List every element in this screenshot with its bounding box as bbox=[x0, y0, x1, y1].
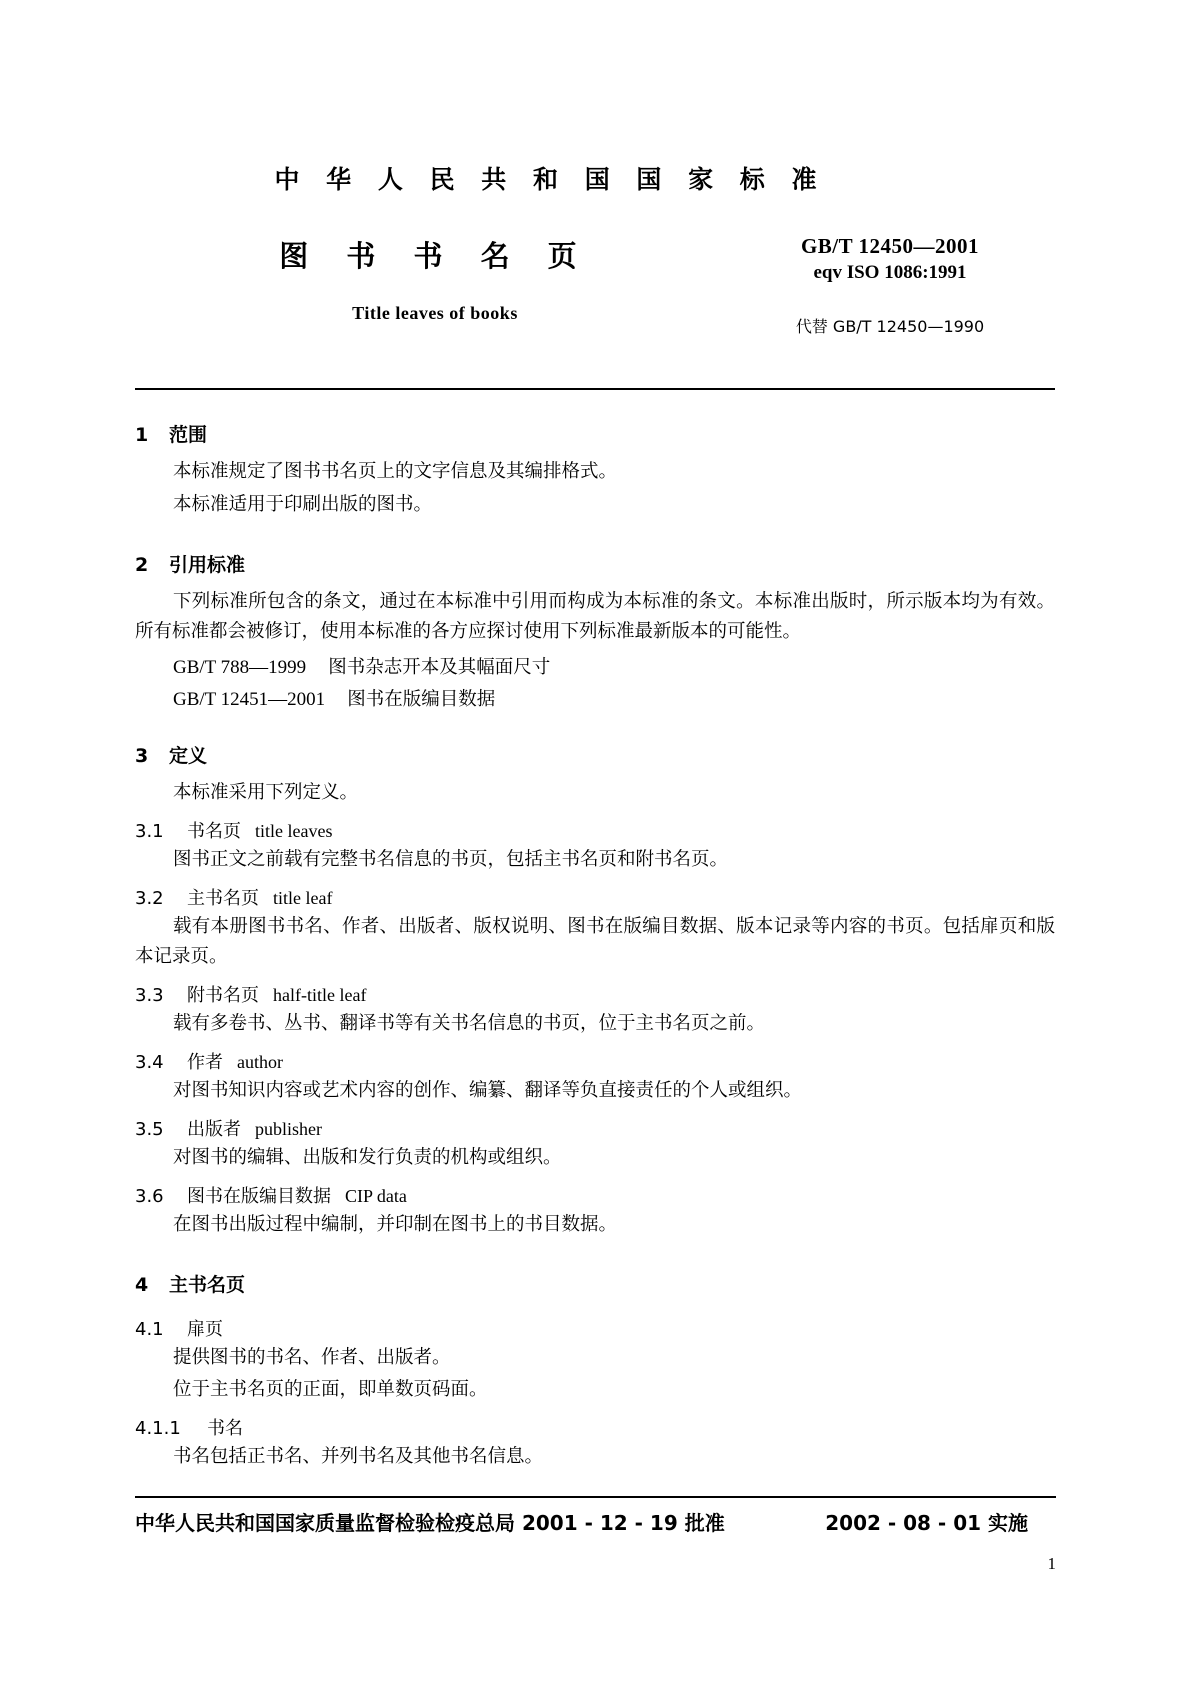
clause-term-en-3-6: CIP data bbox=[345, 1185, 407, 1206]
normative-reference-1 bbox=[173, 653, 1055, 679]
clause-number-3-6: 3.6 bbox=[135, 1185, 164, 1207]
footer-divider bbox=[135, 1496, 1056, 1498]
section-3-paragraph-1: 本标准采用下列定义。 bbox=[173, 781, 359, 803]
standard-equivalence: eqv ISO 1086:1991 bbox=[813, 262, 967, 283]
standard-number: GB/T 12450—2001 bbox=[800, 234, 980, 258]
standard-title-en: Title leaves of books bbox=[352, 303, 518, 323]
reference-code-2: GB/T 12451—2001 bbox=[173, 688, 326, 710]
clause-term-en-3-4: author bbox=[237, 1051, 283, 1072]
clause-body-4-1-line-1: 提供图书的书名、作者、出版者。 bbox=[173, 1346, 451, 1368]
clause-body-3-6: 在图书出版过程中编制，并印制在图书上的书目数据。 bbox=[173, 1213, 618, 1235]
section-title-1: 范围 bbox=[169, 424, 208, 446]
clause-body-3-5: 对图书的编辑、出版和发行负责的机构或组织。 bbox=[173, 1146, 562, 1168]
footer-row bbox=[135, 1507, 1056, 1536]
clause-heading-3-3 bbox=[135, 981, 1055, 1007]
clause-heading-3-5 bbox=[135, 1115, 1055, 1141]
clause-heading-4-1-1 bbox=[135, 1414, 1055, 1440]
section-number-2: 2 bbox=[135, 553, 149, 576]
header-divider bbox=[135, 388, 1055, 390]
section-heading-3 bbox=[135, 741, 1055, 768]
clause-body-3-3: 载有多卷书、丛书、翻译书等有关书名信息的书页，位于主书名页之前。 bbox=[173, 1012, 766, 1034]
section-heading-4 bbox=[135, 1270, 1055, 1297]
clause-term-en-3-5: publisher bbox=[255, 1118, 322, 1139]
clause-number-3-4: 3.4 bbox=[135, 1051, 164, 1073]
national-standard-heading: 中 华 人 民 共 和 国 国 家 标 准 bbox=[274, 165, 826, 194]
section-number-1: 1 bbox=[135, 424, 149, 446]
clause-heading-3-4 bbox=[135, 1048, 1055, 1074]
clause-term-3-2: 主书名页 bbox=[187, 887, 259, 909]
clause-number-4-1-1: 4.1.1 bbox=[135, 1417, 181, 1439]
section-heading-2 bbox=[135, 550, 1055, 577]
clause-term-3-1: 书名页 bbox=[187, 820, 241, 842]
section-1-paragraph-2: 本标准适用于印刷出版的图书。 bbox=[173, 493, 433, 515]
section-number-3: 3 bbox=[135, 744, 149, 767]
clause-body-3-2: 载有本册图书书名、作者、出版者、版权说明、图书在版编目数据、版本记录等内容的书页。包括扉页和版本记录页。 bbox=[135, 915, 1055, 967]
reference-title-2: 图书在版编目数据 bbox=[347, 688, 496, 710]
page-content bbox=[135, 150, 1055, 1472]
clause-body-3-1: 图书正文之前载有完整书名信息的书页，包括主书名页和附书名页。 bbox=[173, 848, 729, 870]
clause-term-4-1-1: 书名 bbox=[207, 1417, 243, 1439]
footer-effective-date: 2002 - 08 - 01 实施 bbox=[825, 1511, 1028, 1535]
section-title-4: 主书名页 bbox=[169, 1273, 246, 1296]
page-footer bbox=[135, 1496, 1056, 1536]
clause-body-4-1-line-2: 位于主书名页的正面，即单数页码面。 bbox=[173, 1378, 488, 1400]
section-title-2: 引用标准 bbox=[169, 553, 246, 576]
standard-code-block bbox=[725, 234, 1055, 337]
section-heading-1 bbox=[135, 420, 1055, 447]
clause-body-3-4: 对图书知识内容或艺术内容的创作、编纂、翻译等负直接责任的个人或组织。 bbox=[173, 1079, 803, 1101]
clause-number-4-1: 4.1 bbox=[135, 1318, 164, 1340]
reference-code-1: GB/T 788—1999 bbox=[173, 656, 307, 678]
standard-title-cn: 图 书 书 名 页 bbox=[279, 239, 591, 273]
clause-number-3-1: 3.1 bbox=[135, 820, 164, 842]
reference-title-1: 图书杂志开本及其幅面尺寸 bbox=[328, 656, 551, 678]
clause-heading-3-6 bbox=[135, 1182, 1055, 1208]
clause-term-3-5: 出版者 bbox=[187, 1118, 241, 1140]
clause-number-3-5: 3.5 bbox=[135, 1118, 164, 1140]
standard-replaces: 代替 GB/T 12450—1990 bbox=[795, 317, 985, 336]
normative-reference-2 bbox=[173, 685, 1055, 711]
title-block bbox=[135, 234, 1055, 344]
section-2-paragraph-1: 下列标准所包含的条文，通过在本标准中引用而构成为本标准的条文。本标准出版时，所示版本均为有效。所有标准都会被修订，使用本标准的各方应探讨使用下列标准最新版本的可能性。 bbox=[135, 590, 1055, 642]
clause-number-3-2: 3.2 bbox=[135, 887, 164, 909]
clause-heading-4-1 bbox=[135, 1315, 1055, 1341]
clause-term-en-3-1: title leaves bbox=[255, 820, 333, 841]
clause-heading-3-2 bbox=[135, 884, 1055, 910]
clause-number-3-3: 3.3 bbox=[135, 984, 164, 1006]
clause-term-3-6: 图书在版编目数据 bbox=[187, 1185, 331, 1207]
clause-term-3-3: 附书名页 bbox=[187, 984, 259, 1006]
section-title-3: 定义 bbox=[169, 744, 208, 767]
page-number: 1 bbox=[1047, 1554, 1056, 1573]
footer-approval-text: 中华人民共和国国家质量监督检验检疫总局 2001 - 12 - 19 批准 bbox=[135, 1511, 725, 1535]
clause-term-3-4: 作者 bbox=[187, 1051, 223, 1073]
clause-body-4-1-1: 书名包括正书名、并列书名及其他书名信息。 bbox=[173, 1445, 544, 1467]
clause-heading-3-1 bbox=[135, 817, 1055, 843]
clause-term-4-1: 扉页 bbox=[187, 1318, 223, 1340]
section-number-4: 4 bbox=[135, 1273, 149, 1296]
clause-term-en-3-2: title leaf bbox=[273, 887, 333, 908]
clause-term-en-3-3: half-title leaf bbox=[273, 984, 367, 1005]
section-1-paragraph-1: 本标准规定了图书书名页上的文字信息及其编排格式。 bbox=[173, 461, 618, 482]
